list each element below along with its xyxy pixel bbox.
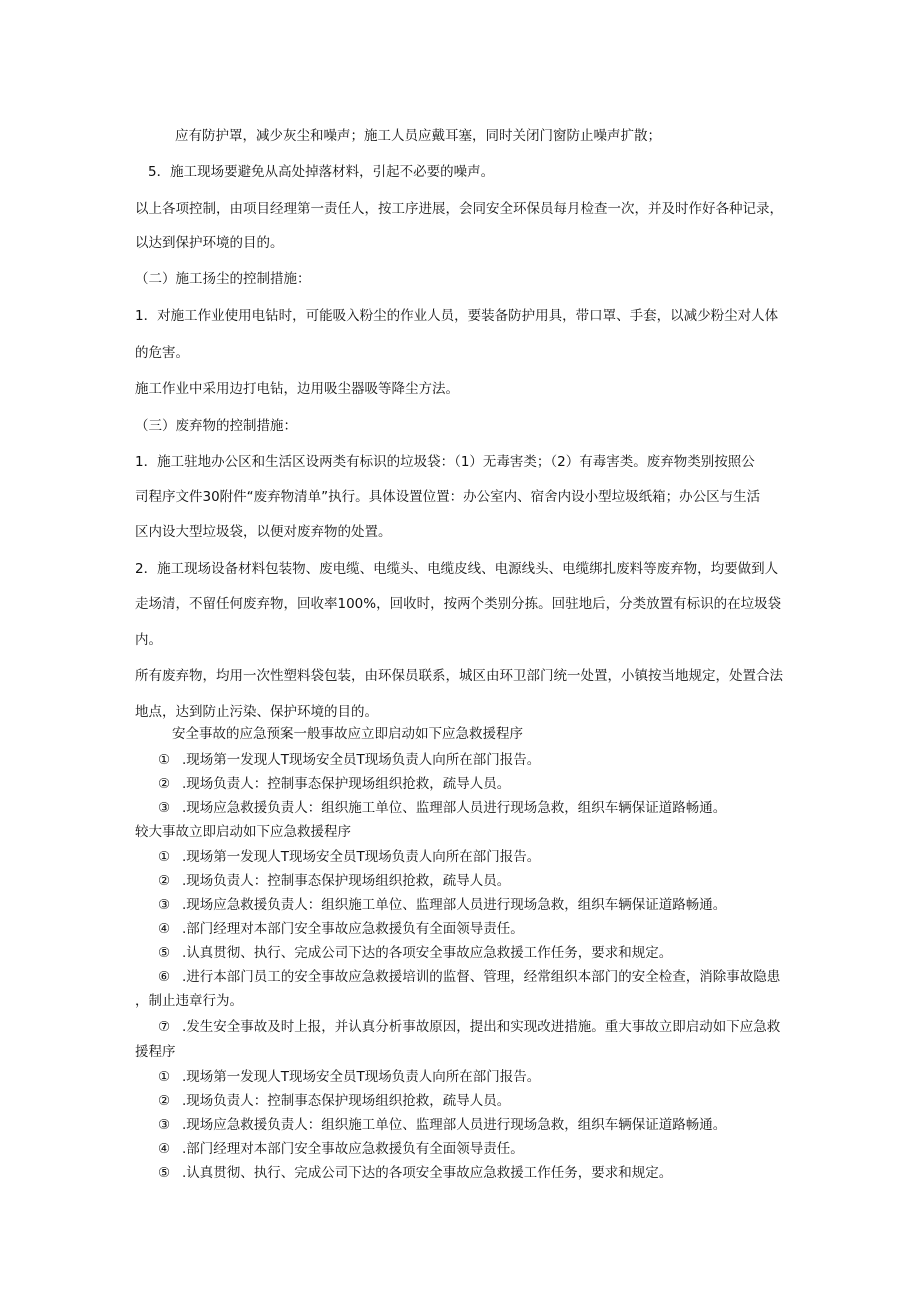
list-item: ② .现场负责人：控制事态保护现场组织抢救，疏导人员。 xyxy=(158,873,511,889)
section-heading-waste: （三）废弃物的控制措施： xyxy=(135,418,297,434)
paragraph-control-summary-cont: 以达到保护环境的目的。 xyxy=(135,235,284,251)
list-item: ① .现场第一发现人T现场安全员T现场负责人向所在部门报告。 xyxy=(158,752,541,768)
paragraph-waste-1: 1．施工驻地办公区和生活区设两类有标识的垃圾袋：（1）无毒害类；（2）有毒害类。废弃物类别按照公 xyxy=(135,454,755,470)
list-item: ③ .现场应急救援负责人：组织施工单位、监理部人员进行现场急救，组织车辆保证道路畅通。 xyxy=(158,897,727,913)
list-item: ④ .部门经理对本部门安全事故应急救援负有全面领导责任。 xyxy=(158,1141,524,1157)
section-heading-dust: （二）施工扬尘的控制措施： xyxy=(135,271,311,287)
list-item: ③ .现场应急救援负责人：组织施工单位、监理部人员进行现场急救，组织车辆保证道路畅通。 xyxy=(158,800,727,816)
emergency-plan-title: 安全事故的应急预案一般事故应立即启动如下应急救援程序 xyxy=(172,726,523,742)
list-item: ⑤ .认真贯彻、执行、完成公司下达的各项安全事故应急救援工作任务，要求和规定。 xyxy=(158,945,673,961)
paragraph-dust-method: 施工作业中采用边打电钻，边用吸尘器吸等降尘方法。 xyxy=(135,381,459,397)
paragraph-waste-2-cont2: 内。 xyxy=(135,632,162,648)
list-item: ④ .部门经理对本部门安全事故应急救援负有全面领导责任。 xyxy=(158,921,524,937)
paragraph-waste-1-cont: 司程序文件30附件“废弃物清单”执行。具体设置位置：办公室内、宿舍内设小型垃圾纸箱；办公区与生活 xyxy=(135,489,761,505)
paragraph-noise-cover: 应有防护罩，减少灰尘和噪声；施工人员应戴耳塞，同时关闭门窗防止噪声扩散； xyxy=(175,128,661,144)
list-item: ③ .现场应急救援负责人：组织施工单位、监理部人员进行现场急救，组织车辆保证道路畅通。 xyxy=(158,1117,727,1133)
paragraph-item-5: 5．施工现场要避免从高处掉落材料，引起不必要的噪声。 xyxy=(148,164,495,180)
paragraph-all-waste-cont: 地点，达到防止污染、保护环境的目的。 xyxy=(135,704,378,720)
list-item-continuation: ，制止违章行为。 xyxy=(135,993,243,1009)
list-item: ② .现场负责人：控制事态保护现场组织抢救，疏导人员。 xyxy=(158,1093,511,1109)
list-item: ① .现场第一发现人T现场安全员T现场负责人向所在部门报告。 xyxy=(158,849,541,865)
list-item: ① .现场第一发现人T现场安全员T现场负责人向所在部门报告。 xyxy=(158,1069,541,1085)
major-accident-title: 较大事故立即启动如下应急救援程序 xyxy=(135,824,351,840)
paragraph-waste-2: 2．施工现场设备材料包装物、废电缆、电缆头、电缆皮线、电源线头、电缆绑扎废料等废弃物，均要做到人 xyxy=(135,561,779,577)
list-item-continuation: 援程序 xyxy=(135,1044,176,1060)
paragraph-waste-2-cont: 走场清，不留任何废弃物，回收率100%，回收时，按两个类别分拣。回驻地后，分类放置有标识的在垃圾袋 xyxy=(135,596,782,612)
paragraph-dust-1-cont: 的危害。 xyxy=(135,345,189,361)
list-item: ⑥ .进行本部门员工的安全事故应急救援培训的监督、管理，经常组织本部门的安全检查，消除事故隐患 xyxy=(158,969,781,985)
paragraph-waste-1-cont2: 区内设大型垃圾袋，以便对废弃物的处置。 xyxy=(135,524,392,540)
list-item: ⑤ .认真贯彻、执行、完成公司下达的各项安全事故应急救援工作任务，要求和规定。 xyxy=(158,1165,673,1181)
paragraph-control-summary: 以上各项控制，由项目经理第一责任人，按工序进展，会同安全环保员每月检查一次，并及时作好各种记录， xyxy=(135,201,783,217)
paragraph-dust-1: 1．对施工作业使用电钻时，可能吸入粉尘的作业人员，要装备防护用具，带口罩、手套，以减少粉尘对人体 xyxy=(135,308,779,324)
list-item: ② .现场负责人：控制事态保护现场组织抢救，疏导人员。 xyxy=(158,776,511,792)
list-item: ⑦ .发生安全事故及时上报，并认真分析事故原因，提出和实现改进措施。重大事故立即启动如下应急救 xyxy=(158,1019,781,1035)
paragraph-all-waste: 所有废弃物，均用一次性塑料袋包装，由环保员联系，城区由环卫部门统一处置，小镇按当地规定，处置合法 xyxy=(135,668,783,684)
